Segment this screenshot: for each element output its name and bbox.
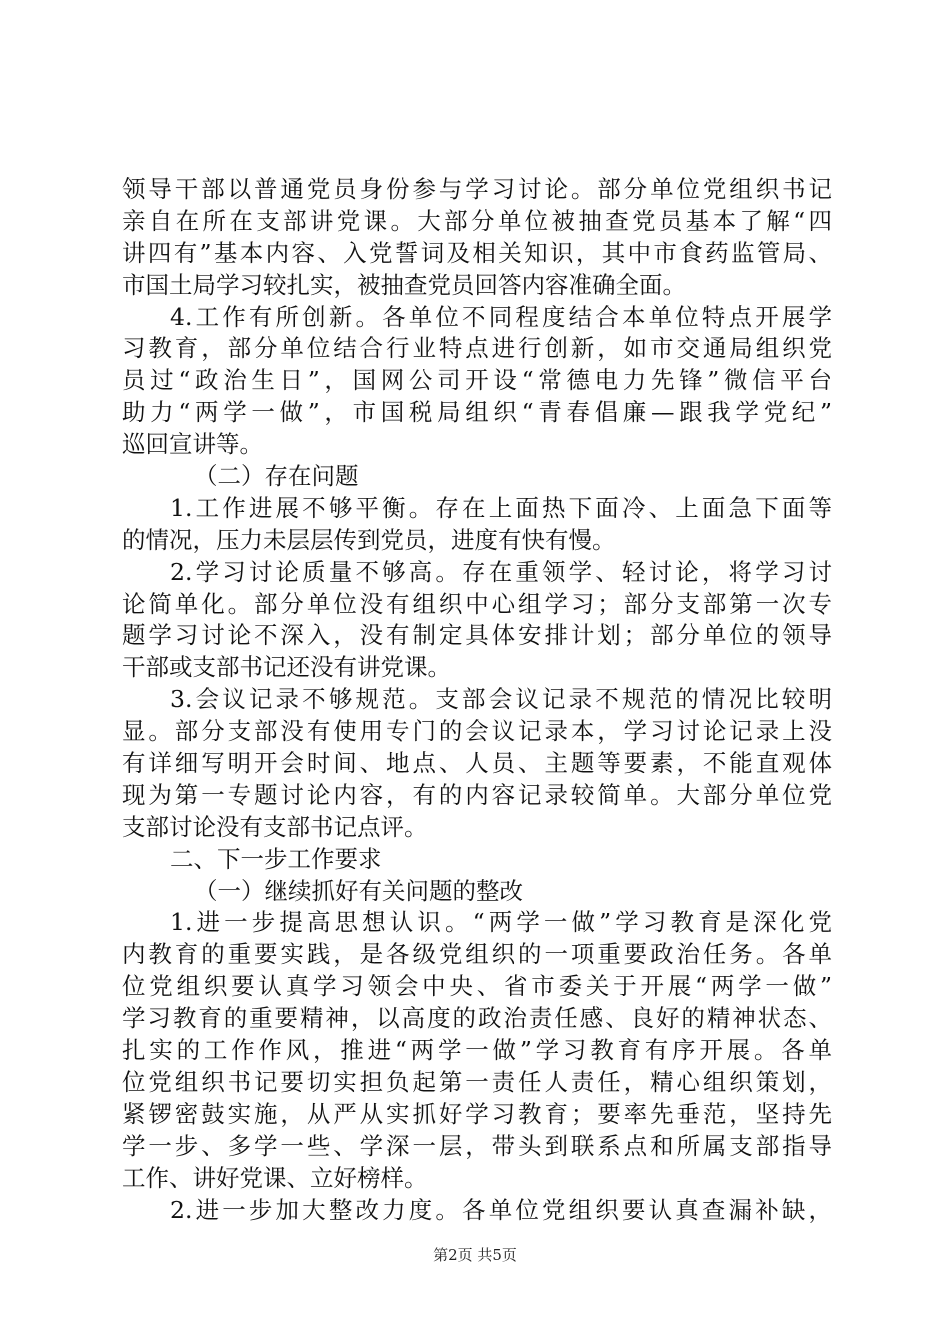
text-line: 干部或支部书记还没有讲党课。 xyxy=(122,653,451,682)
text-line: （一）继续抓好有关问题的整改 xyxy=(194,876,523,905)
text-line: 有详细写明开会时间、地点、人员、主题等要素，不能直观体 xyxy=(122,749,832,778)
document-body xyxy=(122,174,832,1226)
text-line: 2.进一步加大整改力度。各单位党组织要认真查漏补缺， xyxy=(170,1195,832,1224)
text-line: 2.学习讨论质量不够高。存在重领学、轻讨论，将学习讨 xyxy=(170,557,832,586)
text-line: 4.工作有所创新。各单位不同程度结合本单位特点开展学 xyxy=(170,302,832,331)
text-line: （二）存在问题 xyxy=(194,462,359,491)
text-line: 题学习讨论不深入，没有制定具体安排计划；部分单位的领导 xyxy=(122,621,832,650)
text-line: 扎实的工作作风，推进“两学一做”学习教育有序开展。各单 xyxy=(122,1036,832,1065)
text-line: 位党组织要认真学习领会中央、省市委关于开展“两学一做” xyxy=(122,972,832,1001)
text-line: 位党组织书记要切实担负起第一责任人责任，精心组织策划， xyxy=(122,1067,832,1096)
text-line: 巡回宣讲等。 xyxy=(122,430,263,459)
text-line: 习教育，部分单位结合行业特点进行创新，如市交通局组织党 xyxy=(122,334,832,363)
text-line: 助力“两学一做”，市国税局组织“青春倡廉—跟我学党纪” xyxy=(122,398,832,427)
text-line: 论简单化。部分单位没有组织中心组学习；部分支部第一次专 xyxy=(122,589,832,618)
text-line: 学习教育的重要精神，以高度的政治责任感、良好的精神状态、 xyxy=(122,1004,832,1033)
text-line: 的情况，压力未层层传到党员，进度有快有慢。 xyxy=(122,525,616,554)
text-line: 市国土局学习较扎实，被抽查党员回答内容准确全面。 xyxy=(122,270,686,299)
text-line: 学一步、多学一些、学深一层，带头到联系点和所属支部指导 xyxy=(122,1131,832,1160)
text-line: 领导干部以普通党员身份参与学习讨论。部分单位党组织书记 xyxy=(122,175,832,203)
text-line: 1.进一步提高思想认识。“两学一做”学习教育是深化党 xyxy=(170,908,832,937)
text-line: 支部讨论没有支部书记点评。 xyxy=(122,812,428,841)
page-footer: 第2页 共5页 xyxy=(433,1246,517,1264)
text-line: 二、下一步工作要求 xyxy=(170,844,382,873)
text-line: 工作、讲好党课、立好榜样。 xyxy=(122,1163,428,1192)
text-line: 员过“政治生日”，国网公司开设“常德电力先锋”微信平台 xyxy=(122,366,832,395)
text-line: 讲四有”基本内容、入党誓词及相关知识，其中市食药监管局、 xyxy=(122,238,832,267)
text-line: 1.工作进展不够平衡。存在上面热下面冷、上面急下面等 xyxy=(170,493,832,522)
text-line: 内教育的重要实践，是各级党组织的一项重要政治任务。各单 xyxy=(122,940,832,969)
text-line: 显。部分支部没有使用专门的会议记录本，学习讨论记录上没 xyxy=(122,717,832,746)
text-line: 紧锣密鼓实施，从严从实抓好学习教育；要率先垂范，坚持先 xyxy=(122,1099,832,1128)
text-line: 亲自在所在支部讲党课。大部分单位被抽查党员基本了解“四 xyxy=(122,206,832,235)
text-line: 3.会议记录不够规范。支部会议记录不规范的情况比较明 xyxy=(170,685,832,714)
text-line: 现为第一专题讨论内容，有的内容记录较简单。大部分单位党 xyxy=(122,780,832,809)
